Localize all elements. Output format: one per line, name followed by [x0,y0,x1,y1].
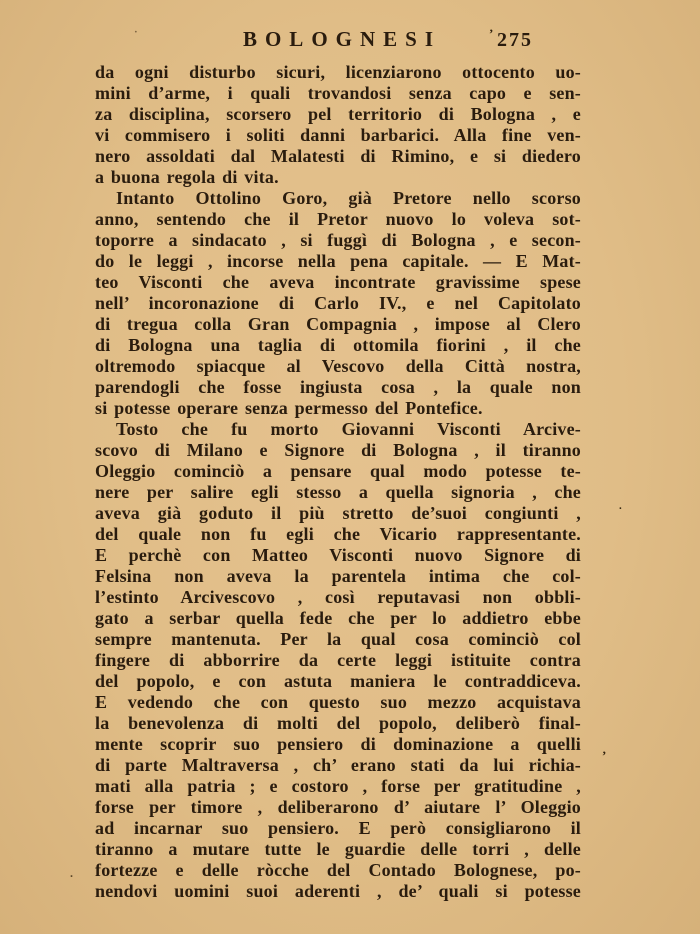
text-line: E vedendo che con questo suo mezzo acquistava [95,692,581,712]
running-title: BOLOGNESI [242,27,442,51]
text-line: E perchè con Matteo Visconti nuovo Signore di [95,545,581,565]
text-line: mini d’arme, i quali trovandosi senza capo e sen- [95,83,581,103]
text-line: di Bologna una taglia di ottomila fiorini , il che [95,335,581,355]
text-line: di parte Maltraversa , ch’ erano stati da lui richia- [95,755,581,775]
text-line: anno, sentendo che il Pretor nuovo lo voleva sot- [95,209,581,229]
text-line: del popolo, e con astuta maniera le contraddiceva. [95,671,581,691]
text-line: di tregua colla Gran Compagnia , impose al Clero [95,314,581,334]
text-line: la benevolenza di molti del popolo, deliberò final- [95,713,581,733]
text-line: mati alla patria ; e costoro , forse per gratitudine , [95,776,581,796]
scan-artifact: · [134,26,138,38]
text-line: aveva già goduto il più stretto de’suoi congiunti , [95,503,581,523]
text-line: fortezze e delle ròcche del Contado Bolognese, po- [95,860,581,880]
text-line: za disciplina, scorsero pel territorio di Bologna , e [95,104,581,124]
text-line: l’estinto Arcivescovo , così reputavasi non obbli- [95,587,581,607]
text-line: toporre a sindacato , si fuggì di Bologna , e secon- [95,230,581,250]
text-line: del quale non fu egli che Vicario rappresentante. [95,524,581,544]
text-line: oltremodo spiacque al Vescovo della Città nostra, [95,356,581,376]
text-line: tiranno a mutare tutte le guardie delle torri , delle [95,839,581,859]
text-line: nero assoldati dal Malatesti di Rimino, e si diedero [95,146,581,166]
text-line: Felsina non aveva la parentela intima che col- [95,566,581,586]
text-line: mente scoprir suo pensiero di dominazione a quelli [95,734,581,754]
scan-artifact: ’ [489,26,494,41]
scan-artifact: . [619,500,622,512]
text-line: gato a serbar quella fede che per lo addietro ebbe [95,608,581,628]
text-line: Intanto Ottolino Goro, già Pretore nello scorso [116,188,581,208]
text-line: vi commisero i soliti danni barbarici. Alla fine ven- [95,125,581,145]
text-line: fingere di abborrire da certe leggi istituite contra [95,650,581,670]
scan-artifact: . [70,866,73,880]
page-header [95,27,581,51]
text-line: Oleggio cominciò a pensare qual modo potesse te- [95,461,581,481]
text-block [95,62,581,902]
text-line: si potesse operare senza permesso del Pontefice. [95,398,483,418]
text-line: nere per salire egli stesso a quella signoria , che [95,482,581,502]
text-line: forse per timore , deliberarono d’ aiutare l’ Oleggio [95,797,581,817]
page-number: 275 [497,29,533,51]
text-line: ad incarnar suo pensiero. E però consigliarono il [95,818,581,838]
text-line: nell’ incoronazione di Carlo IV., e nel Capitolato [95,293,581,313]
text-line: nendovi uomini suoi aderenti , de’ quali si potesse [95,881,581,901]
text-line: teo Visconti che aveva incontrate gravissime spese [95,272,581,292]
text-line: da ogni disturbo sicuri, licenziarono ottocento uo- [95,62,581,82]
text-line: Tosto che fu morto Giovanni Visconti Arcive- [116,419,581,439]
text-line: sempre mantenuta. Per la qual cosa cominciò col [95,629,581,649]
text-line: parendogli che fosse ingiusta cosa , la quale non [95,377,581,397]
scan-artifact: ’ [602,748,607,763]
text-line: do le leggi , incorse nella pena capitale. — E Mat- [95,251,581,271]
text-line: a buona regola di vita. [95,167,279,187]
text-line: scovo di Milano e Signore di Bologna , il tiranno [95,440,581,460]
